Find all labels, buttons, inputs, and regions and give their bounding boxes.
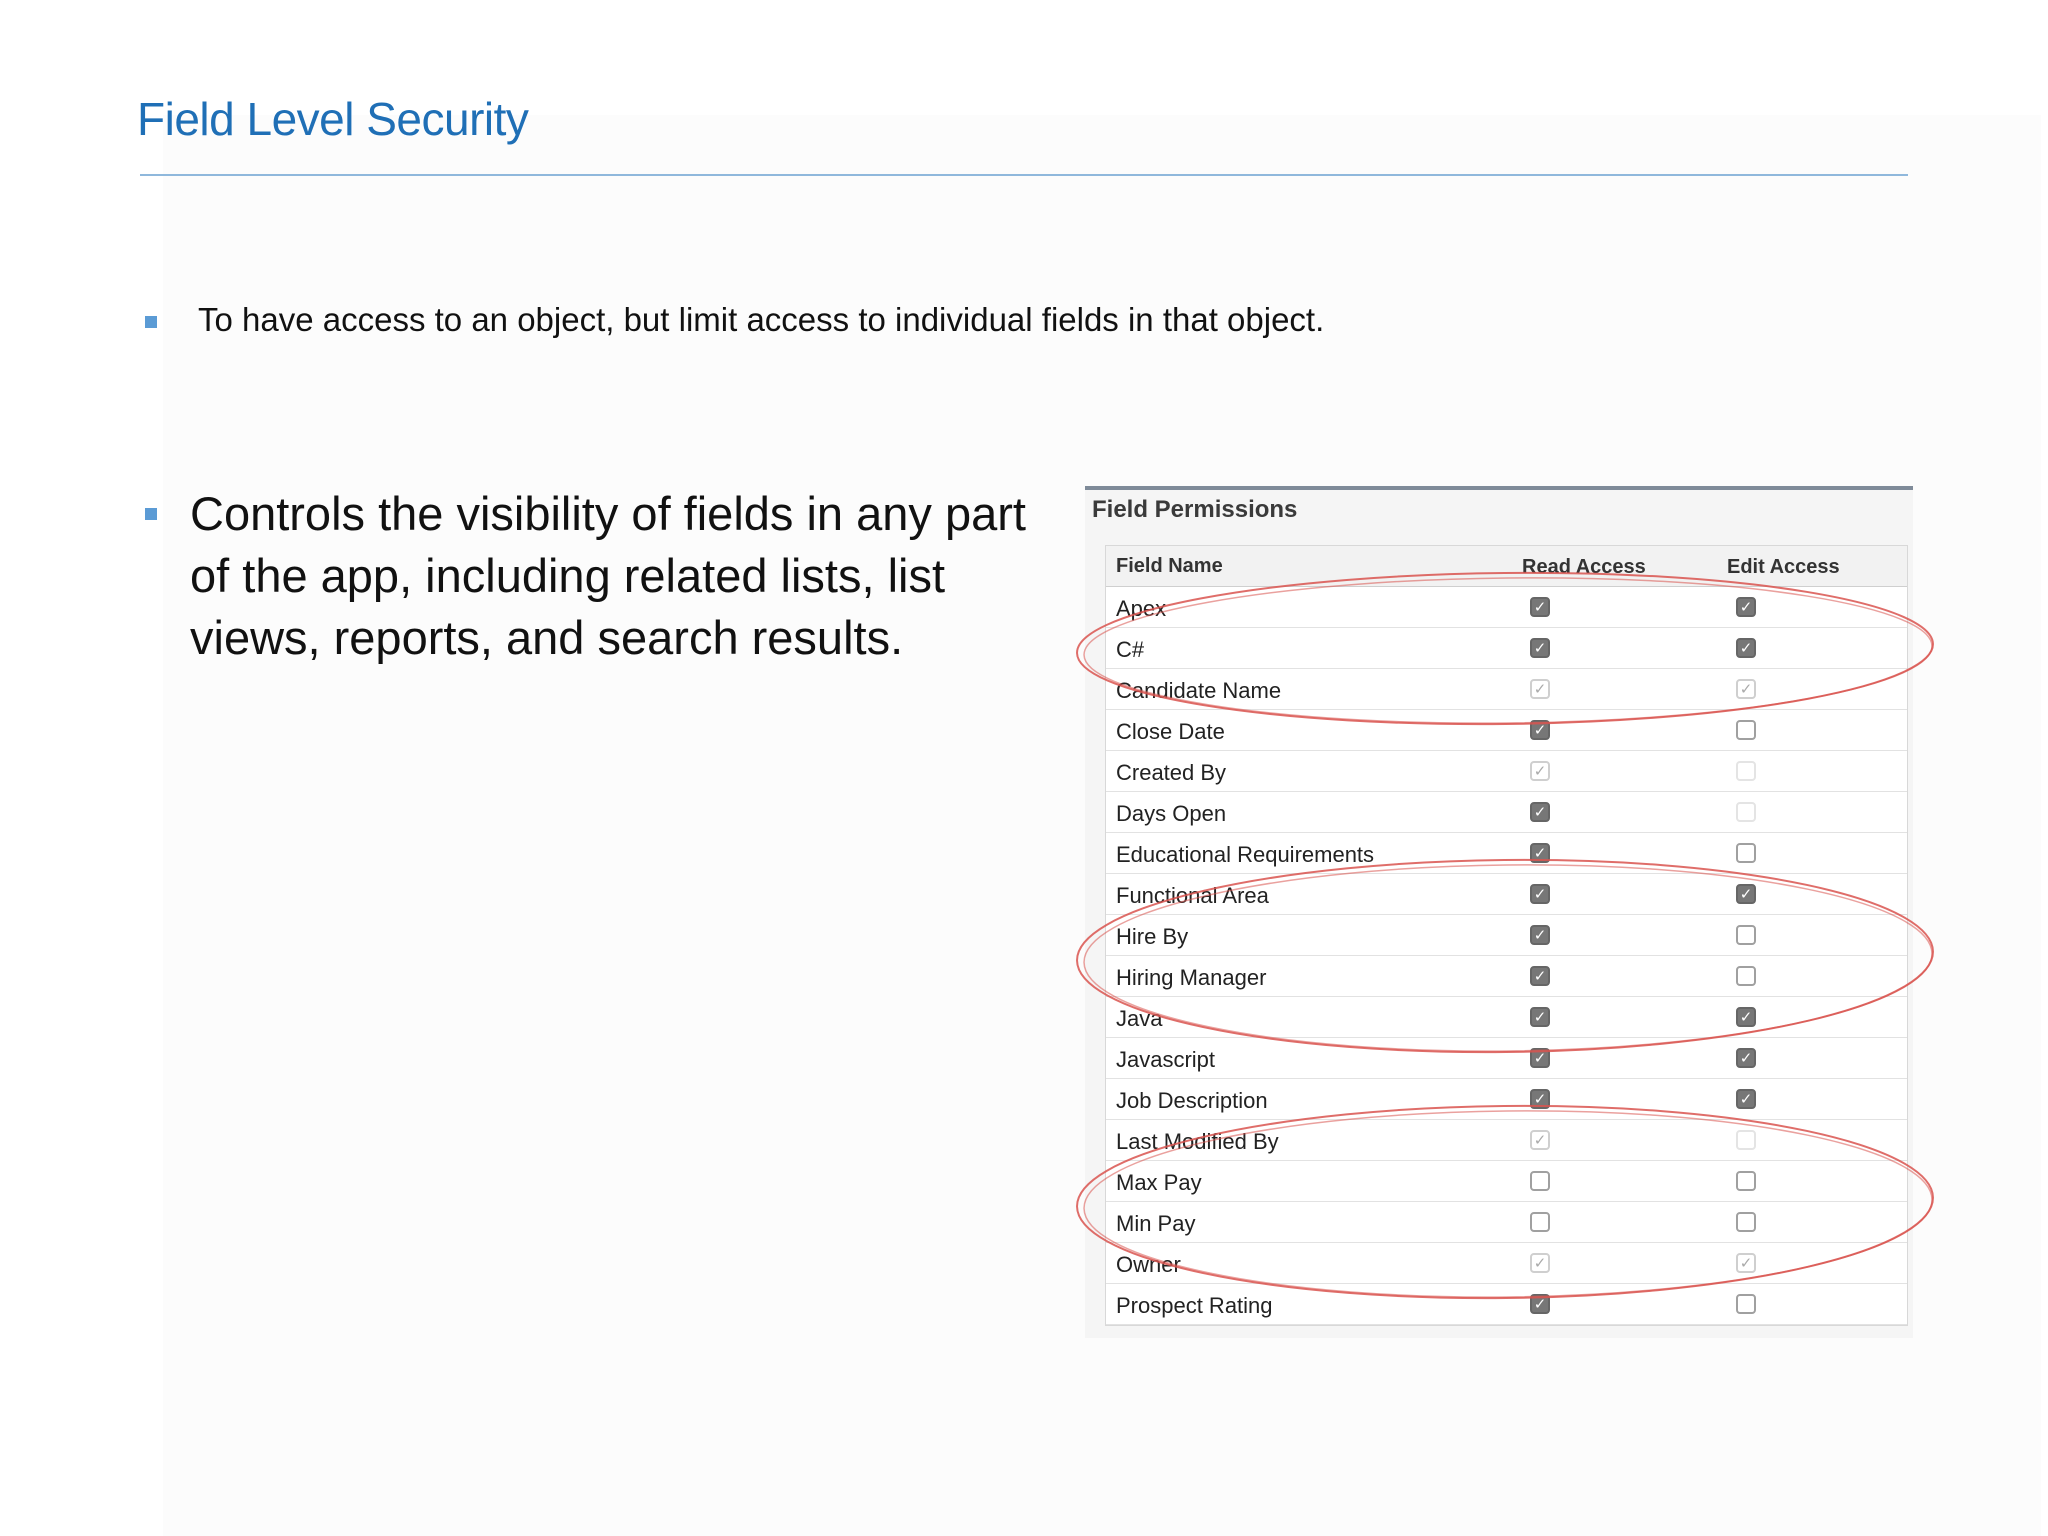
read-access-checkbox[interactable]: ✓ (1530, 802, 1550, 822)
edit-access-checkbox[interactable]: ✓ (1736, 1048, 1756, 1068)
read-access-checkbox[interactable] (1530, 1212, 1550, 1232)
read-access-checkbox[interactable]: ✓ (1530, 925, 1550, 945)
read-access-checkbox[interactable]: ✓ (1530, 1048, 1550, 1068)
field-name: Max Pay (1116, 1170, 1202, 1195)
field-name: Owner (1116, 1252, 1181, 1277)
table-row (1106, 628, 1907, 669)
edit-access-checkbox (1736, 1130, 1756, 1150)
title-divider (140, 174, 1908, 176)
field-name: Hire By (1116, 924, 1189, 949)
table-row (1106, 1079, 1907, 1120)
read-access-checkbox: ✓ (1530, 761, 1550, 781)
table-row (1106, 915, 1907, 956)
table-row (1106, 1202, 1907, 1243)
column-header-field-name: Field Name (1116, 555, 1223, 577)
field-name: Last Modified By (1116, 1129, 1279, 1154)
table-row (1106, 1161, 1907, 1202)
edit-access-checkbox[interactable]: ✓ (1736, 638, 1756, 658)
table-row (1106, 1284, 1907, 1325)
edit-access-checkbox[interactable] (1736, 843, 1756, 863)
bullet-marker (145, 508, 157, 520)
read-access-checkbox: ✓ (1530, 1130, 1550, 1150)
edit-access-checkbox (1736, 761, 1756, 781)
table-row (1106, 669, 1907, 710)
read-access-checkbox[interactable]: ✓ (1530, 1294, 1550, 1314)
field-permissions-table (1105, 545, 1908, 1326)
edit-access-checkbox[interactable] (1736, 1171, 1756, 1191)
edit-access-checkbox (1736, 802, 1756, 822)
edit-access-checkbox[interactable]: ✓ (1736, 1007, 1756, 1027)
table-row (1106, 1243, 1907, 1284)
edit-access-checkbox[interactable]: ✓ (1736, 1089, 1756, 1109)
edit-access-checkbox[interactable]: ✓ (1736, 597, 1756, 617)
bullet-text-1: To have access to an object, but limit access to individual fields in that object. (198, 301, 1325, 338)
field-name: Days Open (1116, 801, 1227, 826)
field-name: Created By (1116, 760, 1227, 785)
table-header-row (1106, 546, 1907, 587)
edit-access-checkbox[interactable] (1736, 1212, 1756, 1232)
table-row (1106, 874, 1907, 915)
field-name: Java (1116, 1006, 1163, 1031)
field-name: Javascript (1116, 1047, 1216, 1072)
table-row (1106, 710, 1907, 751)
read-access-checkbox[interactable]: ✓ (1530, 884, 1550, 904)
read-access-checkbox[interactable]: ✓ (1530, 966, 1550, 986)
read-access-checkbox[interactable]: ✓ (1530, 1007, 1550, 1027)
field-name: Candidate Name (1116, 678, 1282, 703)
read-access-checkbox[interactable]: ✓ (1530, 1089, 1550, 1109)
read-access-checkbox: ✓ (1530, 679, 1550, 699)
field-name: Educational Requirements (1116, 842, 1375, 867)
read-access-checkbox[interactable] (1530, 1171, 1550, 1191)
edit-access-checkbox[interactable]: ✓ (1736, 884, 1756, 904)
field-name: Job Description (1116, 1088, 1268, 1113)
edit-access-checkbox[interactable] (1736, 720, 1756, 740)
table-row (1106, 1038, 1907, 1079)
slide-title: Field Level Security (137, 93, 529, 145)
field-name: Close Date (1116, 719, 1225, 744)
field-name: Apex (1116, 596, 1167, 621)
panel-title: Field Permissions (1092, 496, 1298, 523)
table-row (1106, 1120, 1907, 1161)
table-row (1106, 587, 1907, 628)
edit-access-checkbox[interactable] (1736, 1294, 1756, 1314)
bullet-marker (145, 316, 157, 328)
read-access-checkbox[interactable]: ✓ (1530, 720, 1550, 740)
table-row (1106, 956, 1907, 997)
read-access-checkbox: ✓ (1530, 1253, 1550, 1273)
table-row (1106, 833, 1907, 874)
read-access-checkbox[interactable]: ✓ (1530, 843, 1550, 863)
read-access-checkbox[interactable]: ✓ (1530, 597, 1550, 617)
edit-access-checkbox[interactable] (1736, 966, 1756, 986)
table-row (1106, 997, 1907, 1038)
table-row (1106, 751, 1907, 792)
field-name: Min Pay (1116, 1211, 1196, 1236)
read-access-checkbox[interactable]: ✓ (1530, 638, 1550, 658)
edit-access-checkbox: ✓ (1736, 679, 1756, 699)
bullet-text-2: Controls the visibility of fields in any part of the app, including related lists, list views, reports, and search results. (190, 487, 1026, 664)
field-name: C# (1116, 637, 1145, 662)
field-name: Hiring Manager (1116, 965, 1267, 990)
table-row (1106, 792, 1907, 833)
edit-access-checkbox[interactable] (1736, 925, 1756, 945)
edit-access-checkbox: ✓ (1736, 1253, 1756, 1273)
field-name: Functional Area (1116, 883, 1269, 908)
column-header-edit-access: Edit Access (1727, 556, 1840, 578)
column-header-read-access: Read Access (1522, 556, 1646, 578)
field-name: Prospect Rating (1116, 1293, 1273, 1318)
